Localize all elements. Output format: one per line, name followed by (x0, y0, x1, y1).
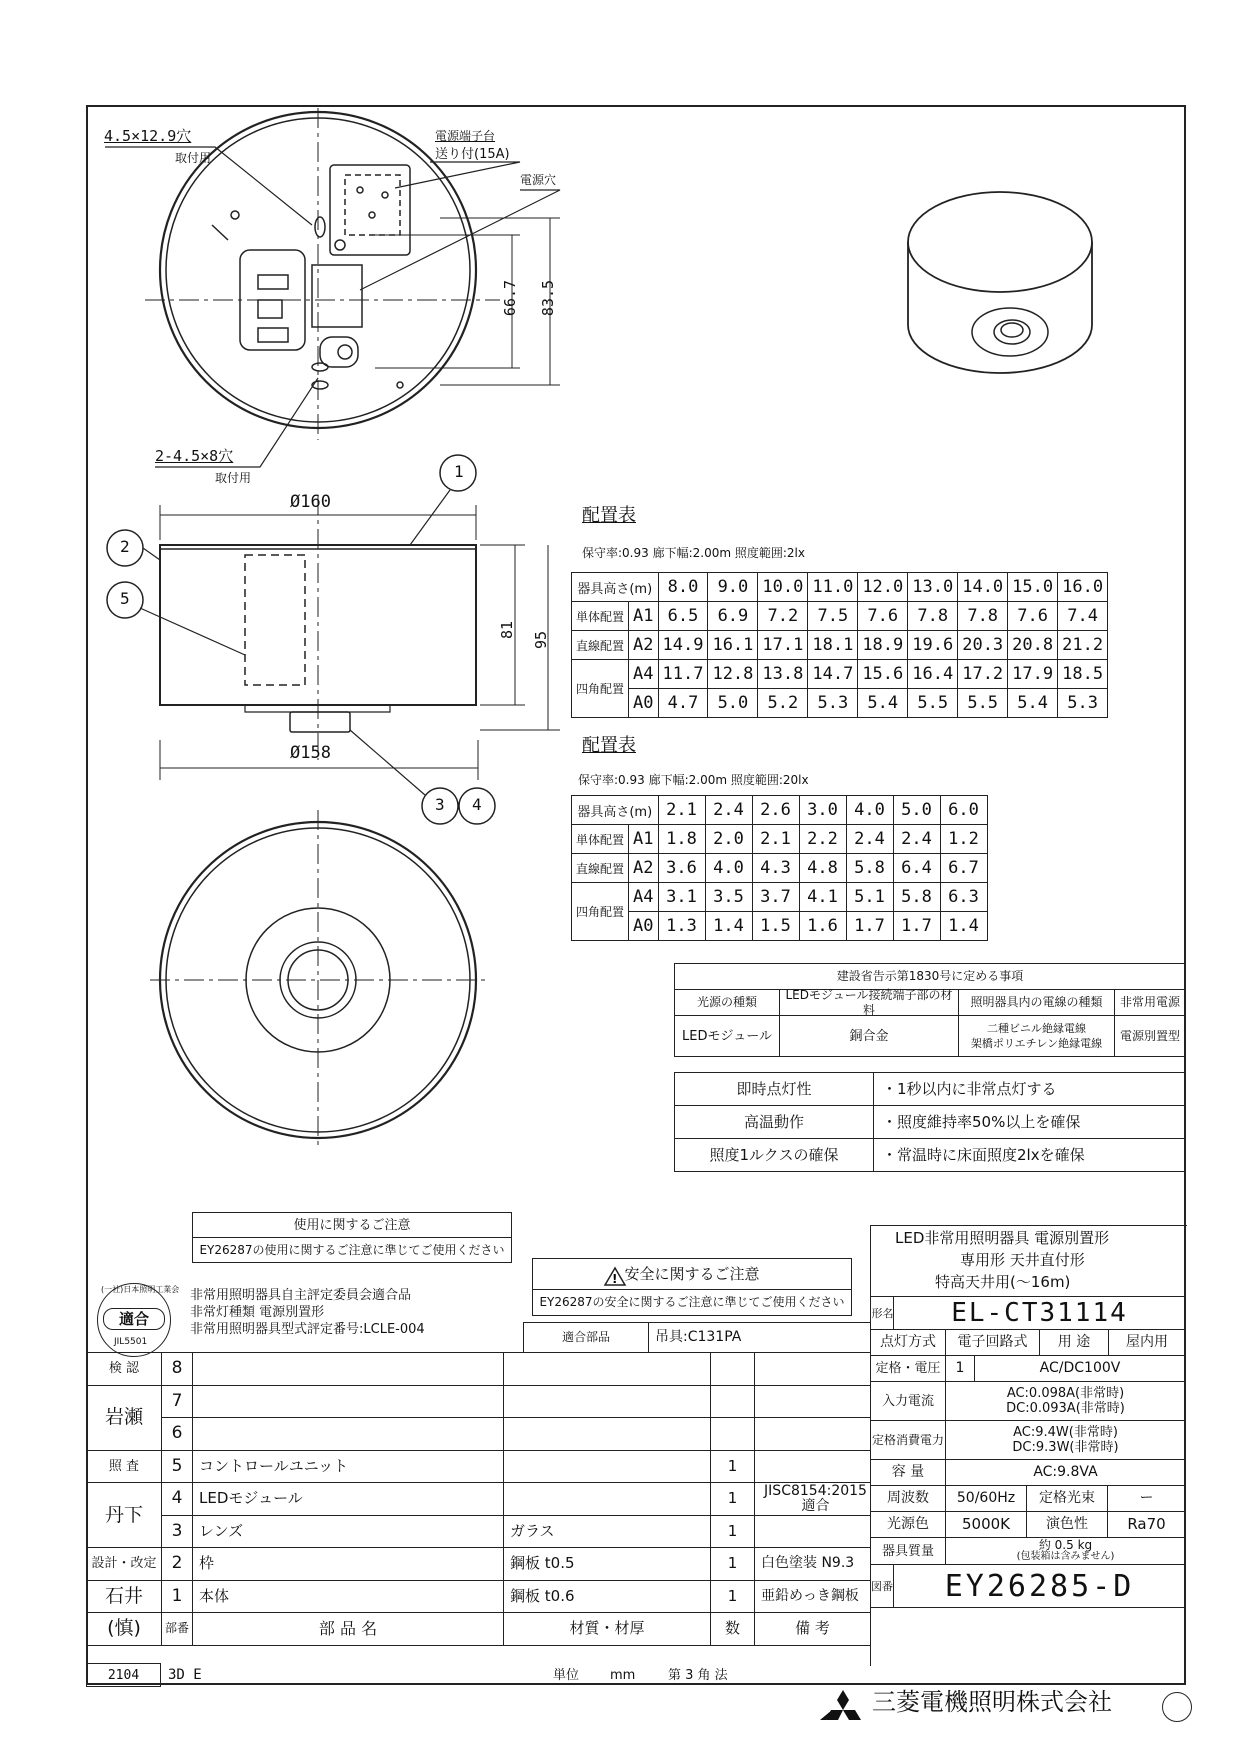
value-cell: 7.6 (1008, 602, 1058, 631)
part-name: 枠 (192, 1547, 504, 1581)
part-material: 鋼板 t0.6 (503, 1580, 711, 1614)
product-desc-3: 特高天井用(～16m) (935, 1273, 1071, 1291)
safety-notes-title: 安全に関するご注意 (532, 1258, 852, 1290)
part-qty: 1 (710, 1450, 755, 1484)
part-qty (710, 1417, 755, 1451)
group-label: 単体配置 (572, 602, 629, 631)
value-cell: 7.8 (908, 602, 958, 631)
part-name (192, 1417, 504, 1451)
color-label: 光源色 (870, 1511, 946, 1538)
value-cell: 14.7 (808, 660, 858, 689)
value-cell: 5.4 (858, 689, 908, 718)
height-cell: 2.6 (752, 796, 799, 825)
flux-label: 定格光束 (1026, 1485, 1108, 1512)
current-dc: DC:0.093A(非常時) (1006, 1401, 1125, 1416)
ministry-r3-key: 照度1ルクスの確保 (674, 1138, 874, 1172)
ministry-h4: 非常用電源 (1114, 989, 1186, 1016)
value-cell: 4.0 (705, 854, 752, 883)
part-qty: 1 (710, 1515, 755, 1549)
ministry-v2: 銅合金 (779, 1015, 959, 1057)
part-no: 7 (161, 1385, 193, 1419)
parts-value: 吊具:C131PA (648, 1322, 871, 1353)
part-no: 6 (161, 1417, 193, 1451)
flux-value: ー (1107, 1485, 1186, 1512)
part-qty: 1 (710, 1580, 755, 1614)
h-material: 材質・材厚 (503, 1612, 711, 1646)
value-cell: 17.2 (958, 660, 1008, 689)
value-cell: 15.6 (858, 660, 908, 689)
approval-cell: 丹下 (86, 1482, 162, 1548)
ministry-v1: LEDモジュール (674, 1015, 780, 1057)
part-no: 3 (161, 1515, 193, 1549)
part-no: 1 (161, 1580, 193, 1614)
lighting-label: 点灯方式 (870, 1329, 946, 1356)
height-cell: 2.1 (658, 796, 705, 825)
hole-bottom-label: 2-4.5×8穴 (155, 447, 234, 465)
approval-cell: 石井 (86, 1580, 162, 1614)
value-cell: 2.1 (752, 825, 799, 854)
code-cell: A1 (629, 602, 658, 631)
ministry-r1-val: ・1秒以内に非常点灯する (873, 1072, 1186, 1106)
use-notes-text: EY26287の使用に関するご注意に準じてご使用ください (192, 1237, 512, 1263)
value-cell: 1.4 (705, 912, 752, 941)
value-cell: 2.0 (705, 825, 752, 854)
ra-label: 演色性 (1026, 1511, 1108, 1538)
value-cell: 14.9 (658, 631, 708, 660)
table2-subtitle: 保守率:0.93 廊下幅:2.00m 照度範囲:20lx (578, 773, 809, 787)
footer-code: 2104 (86, 1663, 161, 1687)
part-name: コントロールユニット (192, 1450, 504, 1484)
company-name: 三菱電機照明株式会社 (872, 1688, 1112, 1716)
projection-label: 第 3 角 法 (668, 1668, 728, 1683)
seal-top: (一社)日本照明工業会 (101, 1285, 180, 1294)
value-cell: 4.8 (799, 854, 846, 883)
part-name (192, 1385, 504, 1419)
value-cell: 1.7 (893, 912, 940, 941)
height-cell: 13.0 (908, 573, 958, 602)
unit-label: 単位 (553, 1668, 580, 1683)
drawing-number: EY26285-D (893, 1564, 1186, 1608)
code-cell: A2 (629, 854, 658, 883)
part-material (503, 1417, 711, 1451)
seal-code: JIL5501 (114, 1337, 148, 1347)
h-name: 部 品 名 (192, 1612, 504, 1646)
placement-table-2 (571, 795, 988, 941)
ministry-v3b: 架橋ポリエチレン絶縁電線 (970, 1037, 1103, 1050)
part-material: ガラス (503, 1515, 711, 1549)
parts-label: 適合部品 (523, 1322, 649, 1353)
value-cell: 11.7 (658, 660, 708, 689)
value-cell: 20.8 (1008, 631, 1058, 660)
height-cell: 11.0 (808, 573, 858, 602)
group-label: 単体配置 (572, 825, 629, 854)
part-material (503, 1352, 711, 1386)
value-cell: 5.3 (808, 689, 858, 718)
value-cell: 18.1 (808, 631, 858, 660)
value-cell: 12.8 (708, 660, 758, 689)
code-cell: A0 (629, 689, 658, 718)
svg-text:!: ! (612, 1272, 618, 1286)
part-no: 8 (161, 1352, 193, 1386)
height-cell: 3.0 (799, 796, 846, 825)
dia-158: Ø158 (290, 743, 331, 763)
use-label: 用 途 (1039, 1329, 1109, 1356)
voltage-label: 定格・電圧 (870, 1355, 946, 1382)
hole-top-label: 4.5×12.9穴 (104, 127, 192, 145)
ministry-h2: LEDモジュール接続端子部の材料 (779, 989, 959, 1016)
part-no: 4 (161, 1482, 193, 1516)
value-cell: 6.9 (708, 602, 758, 631)
value-cell: 21.2 (1058, 631, 1108, 660)
value-cell: 6.7 (940, 854, 987, 883)
value-cell: 18.9 (858, 631, 908, 660)
table2-title: 配置表 (582, 735, 636, 756)
power-dc: DC:9.3W(非常時) (1012, 1440, 1119, 1455)
part-material (503, 1385, 711, 1419)
value-cell: 5.8 (893, 883, 940, 912)
approval-cell: 設計・改定 (86, 1547, 162, 1581)
value-cell: 6.4 (893, 854, 940, 883)
placement-table-1 (571, 572, 1108, 718)
power-value (945, 1420, 1186, 1460)
cert-line-2: 非常灯種類 電源別置形 (190, 1305, 325, 1320)
height-cell: 2.4 (705, 796, 752, 825)
balloon-3: 3 (435, 795, 445, 814)
ministry-title: 建設省告示第1830号に定める事項 (674, 963, 1186, 990)
h-note: 備 考 (754, 1612, 871, 1646)
part-qty (710, 1352, 755, 1386)
current-value (945, 1381, 1186, 1421)
value-cell: 3.5 (705, 883, 752, 912)
hole-top-use: 取付用 (175, 151, 212, 165)
value-cell: 1.3 (658, 912, 705, 941)
value-cell: 16.4 (908, 660, 958, 689)
value-cell: 20.3 (958, 631, 1008, 660)
part-material (503, 1450, 711, 1484)
value-cell: 4.1 (799, 883, 846, 912)
part-name: 本体 (192, 1580, 504, 1614)
part-name: LEDモジュール (192, 1482, 504, 1516)
power-label: 定格消費電力 (870, 1420, 946, 1460)
value-cell: 1.8 (658, 825, 705, 854)
value-cell: 5.5 (958, 689, 1008, 718)
mass-label: 器具質量 (870, 1537, 946, 1565)
height-cell: 12.0 (858, 573, 908, 602)
ministry-r2-key: 高温動作 (674, 1105, 874, 1139)
voltage-value: AC/DC100V (974, 1355, 1186, 1382)
power-hole-label: 電源穴 (520, 173, 557, 187)
ministry-r2-val: ・照度維持率50%以上を確保 (873, 1105, 1186, 1139)
height-cell: 6.0 (940, 796, 987, 825)
value-cell: 1.6 (799, 912, 846, 941)
value-cell: 7.6 (858, 602, 908, 631)
code-cell: A1 (629, 825, 658, 854)
value-cell: 2.2 (799, 825, 846, 854)
height-cell: 10.0 (758, 573, 808, 602)
approval-cell: 照 査 (86, 1450, 162, 1484)
ministry-v4: 電源別置型 (1114, 1015, 1186, 1057)
cert-line-3: 非常用照明器具型式評定番号:LCLE-004 (190, 1322, 425, 1337)
use-value: 屋内用 (1108, 1329, 1186, 1356)
model-label: 形名 (870, 1296, 894, 1330)
capacity-value: AC:9.8VA (945, 1459, 1186, 1486)
part-no: 5 (161, 1450, 193, 1484)
terminal-sub: 送り付(15A) (435, 147, 510, 162)
current-label: 入力電流 (870, 1381, 946, 1421)
balloon-4: 4 (472, 795, 482, 814)
value-cell: 1.2 (940, 825, 987, 854)
part-name (192, 1352, 504, 1386)
value-cell: 2.4 (893, 825, 940, 854)
height-cell: 16.0 (1058, 573, 1108, 602)
value-cell: 6.5 (658, 602, 708, 631)
value-cell: 5.0 (708, 689, 758, 718)
hole-bottom-use: 取付用 (215, 471, 252, 485)
value-cell: 5.3 (1058, 689, 1108, 718)
lighting-value: 電子回路式 (945, 1329, 1040, 1356)
dia-160: Ø160 (290, 492, 331, 512)
ministry-r3-val: ・常温時に床面照度2lxを確保 (873, 1138, 1186, 1172)
part-qty (710, 1385, 755, 1419)
height-cell: 4.0 (846, 796, 893, 825)
group-label: 四角配置 (572, 883, 629, 941)
footer-view: 3D E (168, 1667, 202, 1683)
approval-cell: 岩瀬 (86, 1385, 162, 1451)
safety-notes-text: EY26287の安全に関するご注意に準じてご使用ください (532, 1289, 852, 1316)
height-cell: 5.0 (893, 796, 940, 825)
value-cell: 5.5 (908, 689, 958, 718)
color-value: 5000K (945, 1511, 1027, 1538)
height-header: 器具高さ(m) (572, 573, 659, 602)
balloon-1: 1 (454, 462, 464, 481)
value-cell: 3.7 (752, 883, 799, 912)
value-cell: 5.1 (846, 883, 893, 912)
value-cell: 7.2 (758, 602, 808, 631)
mass-value (945, 1537, 1186, 1565)
height-cell: 15.0 (1008, 573, 1058, 602)
part-note: 白色塗装 N9.3 (754, 1547, 871, 1581)
freq-label: 周波数 (870, 1485, 946, 1512)
use-notes-title: 使用に関するご注意 (192, 1212, 512, 1238)
value-cell: 16.1 (708, 631, 758, 660)
approval-cell: (慎) (86, 1612, 162, 1646)
approval-cell: 検 認 (86, 1352, 162, 1386)
model-number: EL-CT31114 (893, 1296, 1186, 1330)
product-desc-1: LED非常用照明器具 電源別置形 (895, 1229, 1110, 1247)
value-cell: 7.4 (1058, 602, 1108, 631)
group-label: 直線配置 (572, 631, 629, 660)
dim-95: 95 (532, 630, 551, 650)
part-qty: 1 (710, 1547, 755, 1581)
value-cell: 1.5 (752, 912, 799, 941)
value-cell: 4.7 (658, 689, 708, 718)
value-cell: 1.4 (940, 912, 987, 941)
terminal-label: 電源端子台 (435, 129, 496, 143)
value-cell: 17.9 (1008, 660, 1058, 689)
capacity-label: 容 量 (870, 1459, 946, 1486)
group-label: 四角配置 (572, 660, 629, 718)
code-cell: A0 (629, 912, 658, 941)
dim-81: 81 (498, 620, 517, 640)
value-cell: 18.5 (1058, 660, 1108, 689)
product-desc-2: 専用形 天井直付形 (960, 1251, 1085, 1269)
voltage-n: 1 (945, 1355, 975, 1382)
code-cell: A4 (629, 883, 658, 912)
freq-value: 50/60Hz (945, 1485, 1027, 1512)
part-note (754, 1450, 871, 1484)
value-cell: 5.2 (758, 689, 808, 718)
code-cell: A4 (629, 660, 658, 689)
table1-title: 配置表 (582, 505, 636, 526)
part-note (754, 1515, 871, 1549)
height-cell: 14.0 (958, 573, 1008, 602)
mass-kg: 約 0.5 kg (1038, 1538, 1093, 1552)
group-label: 直線配置 (572, 854, 629, 883)
part-qty: 1 (710, 1482, 755, 1516)
mass-note: (包装箱は含みません) (1016, 1551, 1115, 1562)
value-cell: 1.7 (846, 912, 893, 941)
h-no: 部番 (161, 1612, 193, 1646)
part-note: 亜鉛めっき鋼板 (754, 1580, 871, 1614)
part-name: レンズ (192, 1515, 504, 1549)
value-cell: 13.8 (758, 660, 808, 689)
value-cell: 7.8 (958, 602, 1008, 631)
value-cell: 19.6 (908, 631, 958, 660)
dim-66-7: 66.7 (501, 279, 520, 317)
value-cell: 6.3 (940, 883, 987, 912)
value-cell: 3.6 (658, 854, 705, 883)
code-cell: A2 (629, 631, 658, 660)
power-ac: AC:9.4W(非常時) (1013, 1425, 1118, 1440)
part-note: JISC8154:2015適合 (754, 1482, 871, 1516)
ministry-r1-key: 即時点灯性 (674, 1072, 874, 1106)
ministry-h3: 照明器具内の電線の種類 (958, 989, 1115, 1016)
ra-value: Ra70 (1107, 1511, 1186, 1538)
part-material: 鋼板 t0.5 (503, 1547, 711, 1581)
value-cell: 4.3 (752, 854, 799, 883)
value-cell: 5.4 (1008, 689, 1058, 718)
value-cell: 5.8 (846, 854, 893, 883)
drawing-no-label: 図番 (870, 1564, 894, 1608)
ministry-v3 (958, 1015, 1115, 1057)
part-note (754, 1352, 871, 1386)
current-ac: AC:0.098A(非常時) (1006, 1386, 1125, 1401)
height-cell: 8.0 (658, 573, 708, 602)
part-material (503, 1482, 711, 1516)
value-cell: 2.4 (846, 825, 893, 854)
value-cell: 7.5 (808, 602, 858, 631)
balloon-5: 5 (120, 589, 130, 608)
part-note (754, 1417, 871, 1451)
value-cell: 17.1 (758, 631, 808, 660)
part-no: 2 (161, 1547, 193, 1581)
table1-subtitle: 保守率:0.93 廊下幅:2.00m 照度範囲:2lx (582, 546, 805, 560)
ministry-h1: 光源の種類 (674, 989, 780, 1016)
h-qty: 数 (710, 1612, 755, 1646)
height-cell: 9.0 (708, 573, 758, 602)
part-note (754, 1385, 871, 1419)
registered-circle (1162, 1692, 1192, 1722)
cert-line-1: 非常用照明器具自主評定委員会適合品 (190, 1288, 412, 1303)
seal-text: 適合 (103, 1308, 165, 1330)
unit-value: mm (610, 1668, 636, 1683)
dim-83-5: 83.5 (539, 279, 558, 317)
height-header: 器具高さ(m) (572, 796, 659, 825)
value-cell: 3.1 (658, 883, 705, 912)
balloon-2: 2 (120, 537, 130, 556)
ministry-v3a: 二種ビニル絶縁電線 (987, 1022, 1086, 1035)
